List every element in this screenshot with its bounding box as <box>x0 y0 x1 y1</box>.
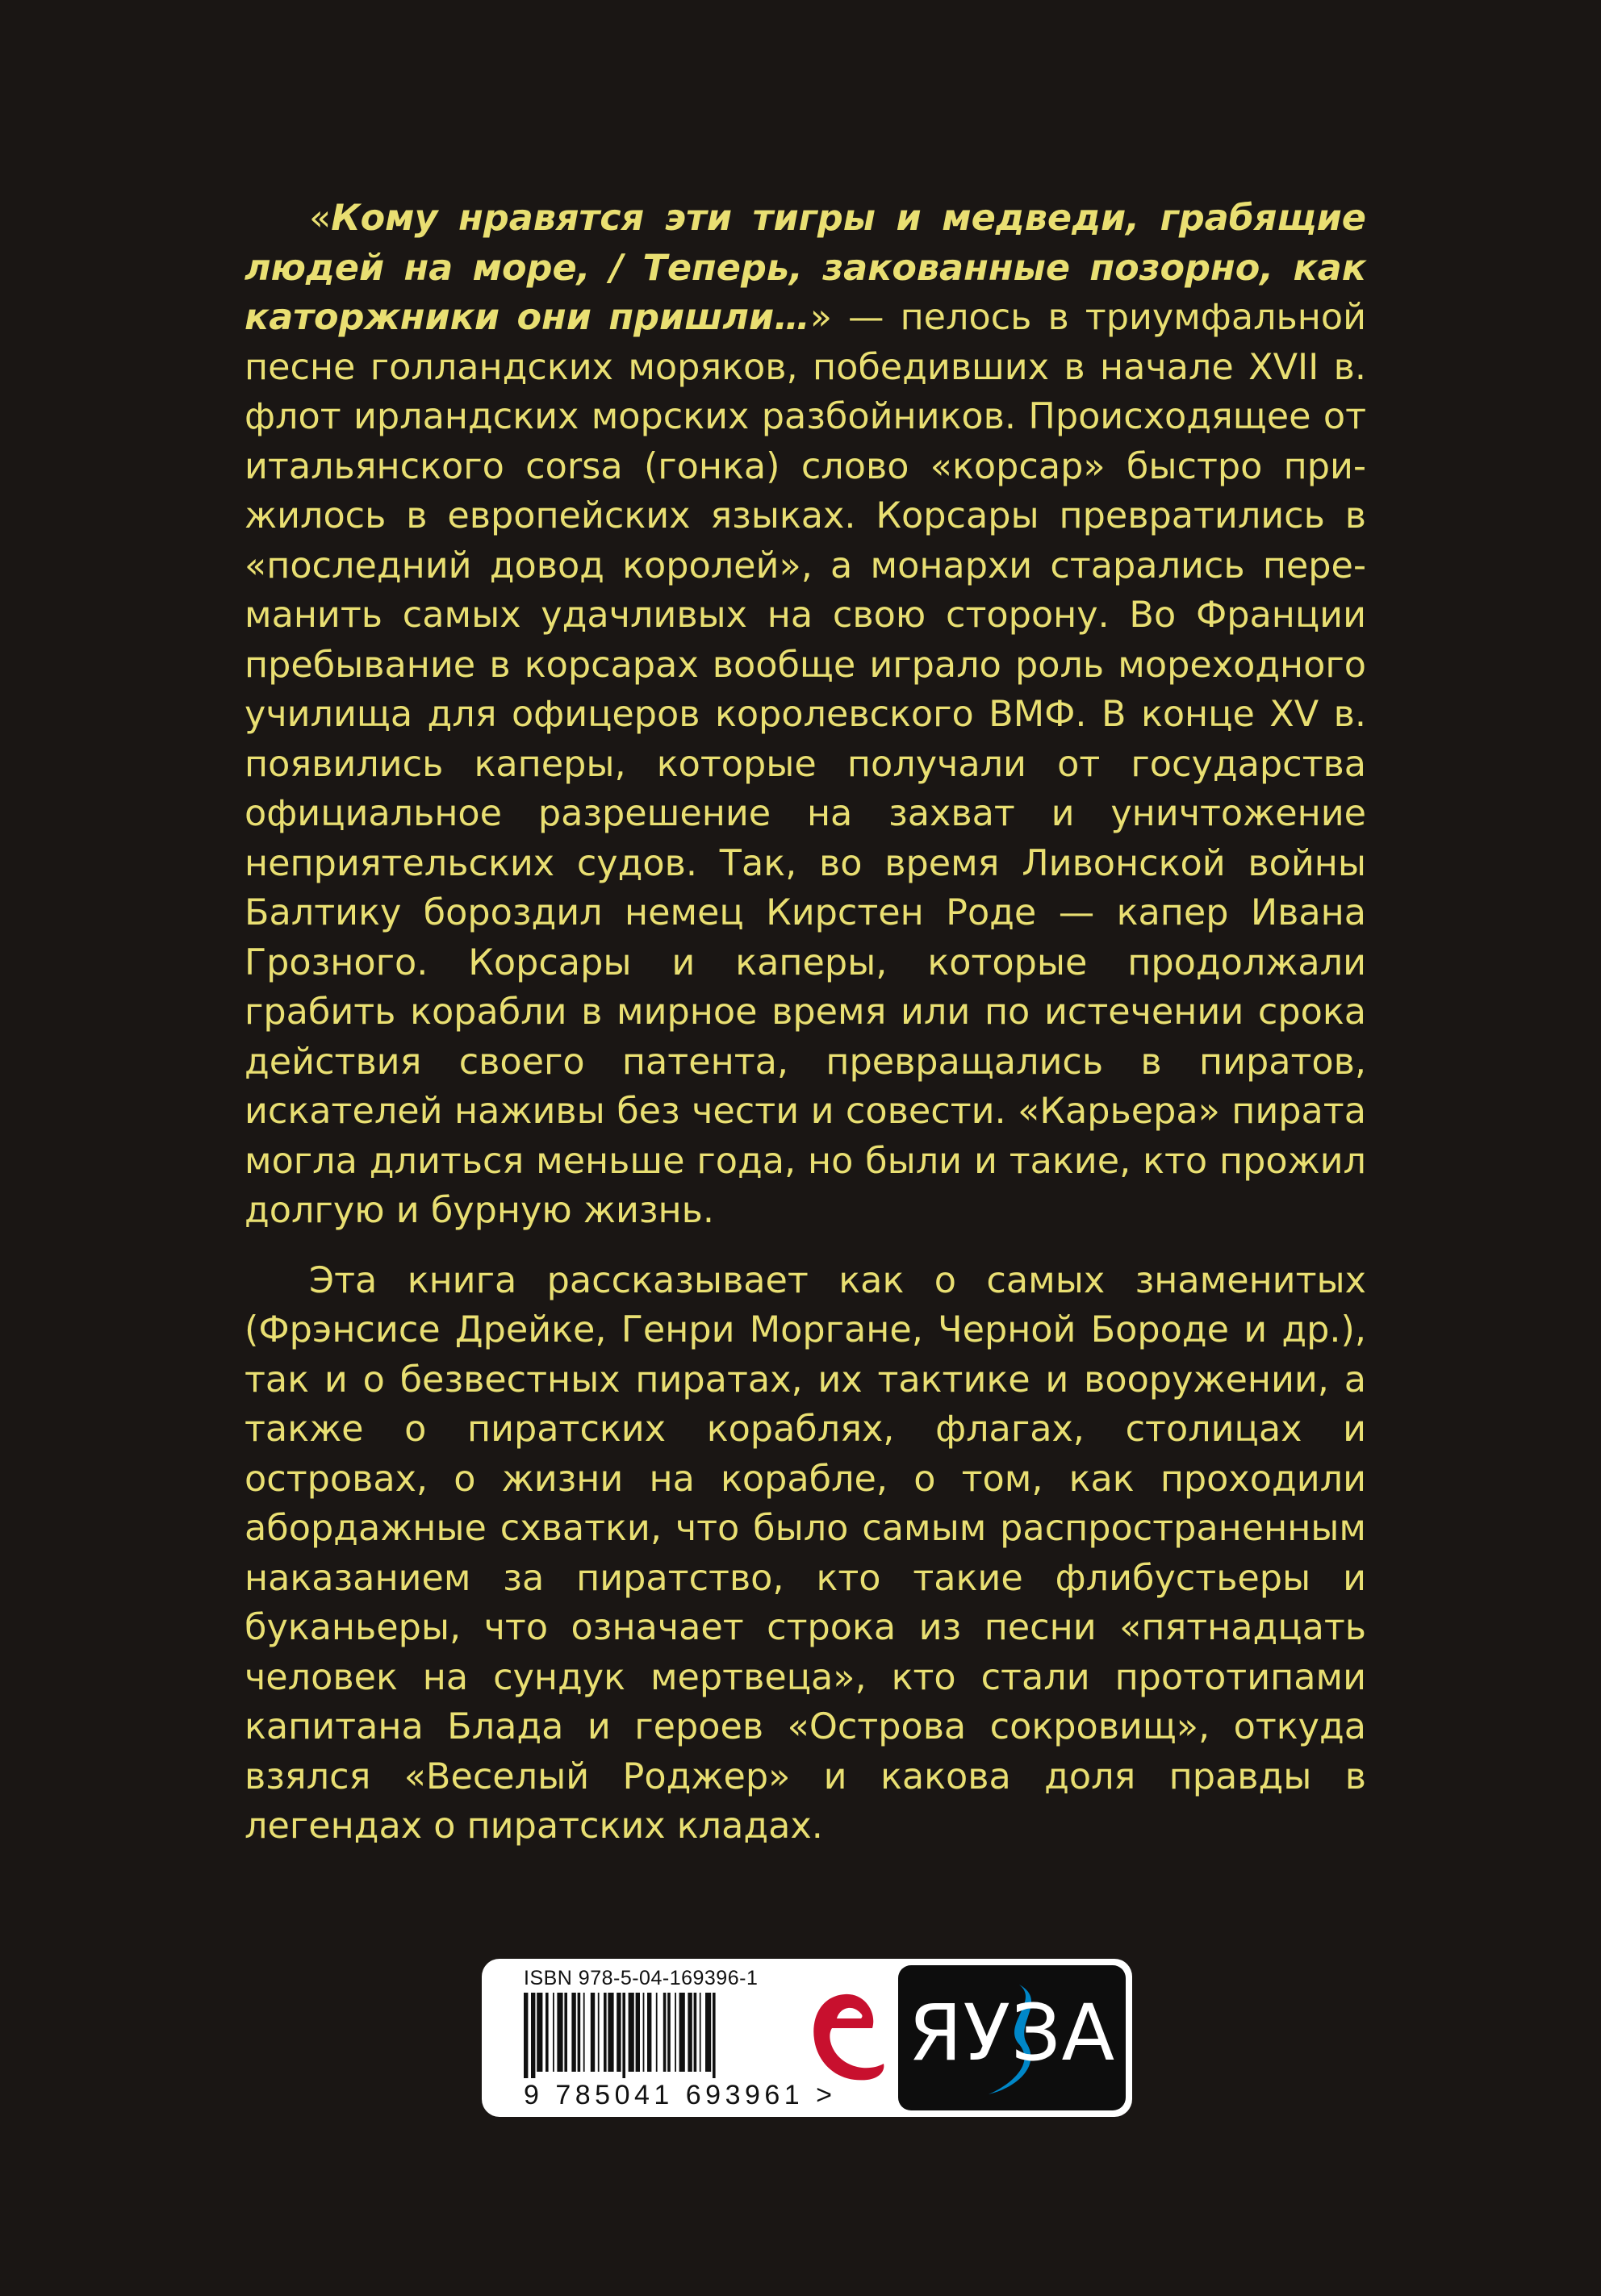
opening-quote-mark: « <box>309 198 332 239</box>
description-paragraph-2: Эта книга рассказывает как о самых знаменитых (Фрэнсисе Дрейке, Генри Моргане, Черной Бороде и др.), так и о безвестных пиратах, их тактике и вооружении, а также о пиратских кораблях, флагах, столицах и островах, о жизни на корабле, о том, как проходили абордажные схватки, что было самым распространенным наказанием за пиратство, кто такие флибустьеры и буканьеры, что означает строка из песни «пятнадцать человек на сундук мертвеца», кто стали прототипами капитана Блада и героев «Острова сокровищ», откуда взялся «Веселый Роджер» и какова доля правды в легендах о пиратских кладах. <box>245 1259 1366 1847</box>
description-paragraph-1 <box>245 194 1366 1236</box>
imprint-name: ЯУЗА <box>908 1988 1116 2078</box>
isbn-number: ISBN 978-5-04-169396-1 <box>524 1967 759 1989</box>
eksmo-logo-icon <box>805 1986 890 2091</box>
epigraph-quote: Кому нравятся эти тигры и медведи, грабящие людей на море, / Теперь, закованные позорно, как каторжники они пришли… <box>245 198 1366 338</box>
barcode-panel <box>482 1959 1132 2117</box>
back-cover-description <box>245 194 1366 1851</box>
yauza-imprint-logo <box>898 1965 1126 2110</box>
paragraph-1-text: » — пелось в триумфальной песне голландских моряков, победивших в начале XVII в. флот ирландских морских разбойников. Происходящее от итальянского corsa (гонка) слово «корсар» быстро прижилось в европейских языках. Корсары превратились в «последний довод королей», а монархи старались переманить самых удачливых на свою сторону. Во Франции пребывание в корсарах вообще играло роль мореходного училища для офицеров королевского ВМФ. В конце XV в. появились каперы, которые получали от государства официальное разрешение на захват и уничтожение неприятельских судов. Так, во время Ливонской войны Балтику бороздил немец Кирстен Роде — капер Ивана Грозного. Корсары и каперы, которые продолжали грабить корабли в мирное время или по истечении срока действия своего патента, превращались в пиратов, искателей наживы без чести и совести. «Карьера» пирата могла длиться меньше года, но были и такие, кто прожил долгую и бурную жизнь. <box>245 297 1366 1231</box>
barcode-digits: 9 785041 693961 > <box>524 2080 837 2110</box>
barcode-icon <box>524 1993 784 2078</box>
